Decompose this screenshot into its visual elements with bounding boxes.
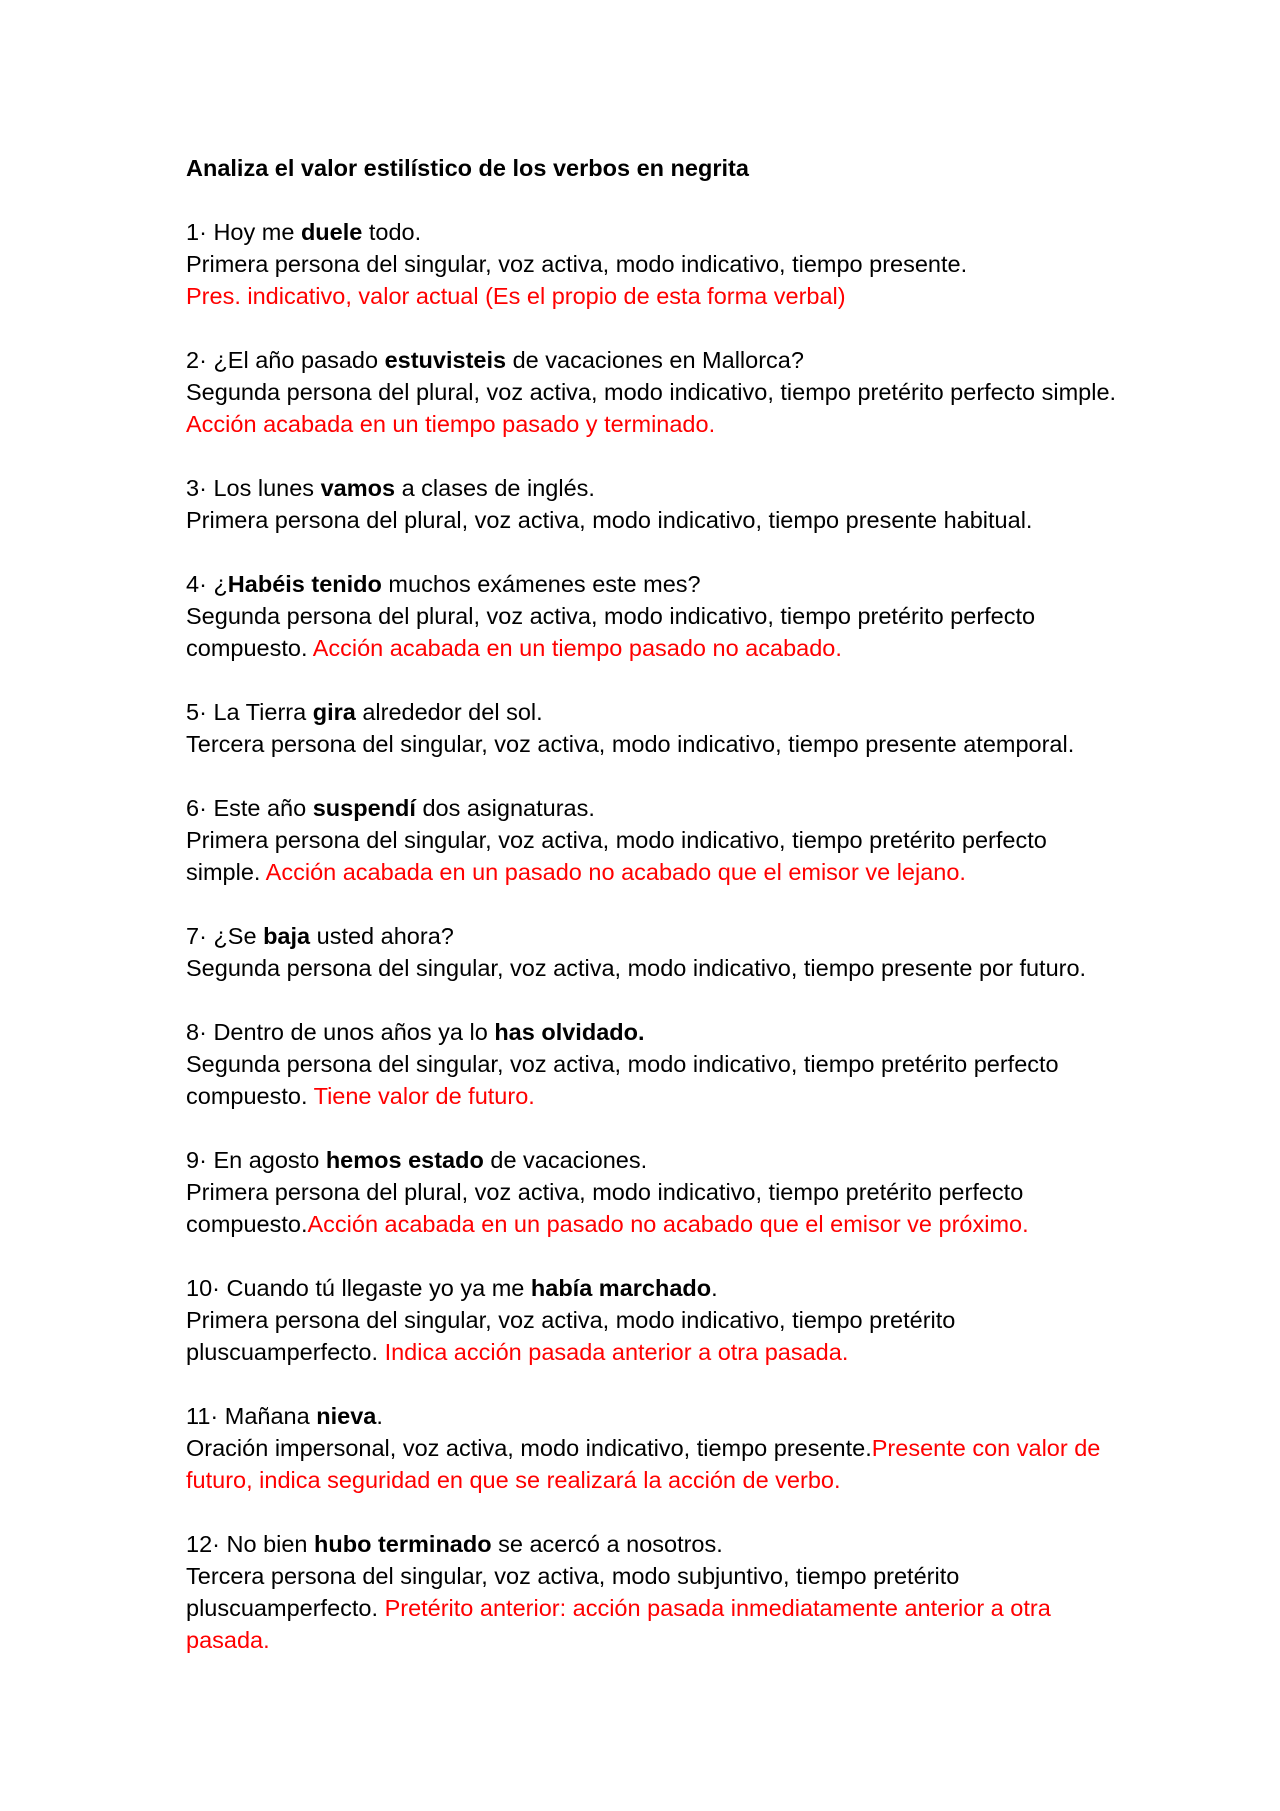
sentence-before-verb: En agosto (213, 1147, 320, 1173)
exercise-item (186, 1272, 1126, 1368)
analysis-text: Primera persona del plural, voz activa, modo indicativo, tiempo pretérito perfecto compuesto. (186, 1179, 1024, 1237)
red-comment: Pres. indicativo, valor actual (Es el propio de esta forma verbal) (186, 283, 846, 309)
analysis-text: Tercera persona del singular, voz activa, modo indicativo, tiempo presente atemporal. (186, 731, 1075, 757)
red-comment: Tiene valor de futuro. (313, 1083, 535, 1109)
analysis-text: Oración impersonal, voz activa, modo indicativo, tiempo presente. (186, 1435, 872, 1461)
exercise-item (186, 920, 1126, 984)
bold-verb: gira (312, 699, 356, 725)
exercise-number: 4· (186, 571, 207, 597)
sentence-before-verb: Los lunes (213, 475, 315, 501)
sentence-before-verb: Dentro de unos años ya lo (213, 1019, 488, 1045)
red-comment: Indica acción pasada anterior a otra pasada. (384, 1339, 849, 1365)
exercise-number: 3· (186, 475, 207, 501)
red-comment: Pretérito anterior: acción pasada inmediatamente anterior a otra pasada. (186, 1595, 1051, 1653)
exercise-number: 6· (186, 795, 207, 821)
bold-verb: duele (300, 219, 363, 245)
exercise-item (186, 1016, 1126, 1112)
sentence-before-verb: Este año (213, 795, 307, 821)
bold-verb: suspendí (312, 795, 416, 821)
analysis-text: Primera persona del plural, voz activa, modo indicativo, tiempo presente habitual. (186, 507, 1033, 533)
exercise-item (186, 1144, 1126, 1240)
sentence-after-verb: a clases de inglés. (401, 475, 595, 501)
exercise-sentence (186, 1272, 1126, 1304)
analysis-text: Segunda persona del singular, voz activa, modo indicativo, tiempo pretérito perfecto compuesto. (186, 1051, 1059, 1109)
exercise-sentence (186, 1144, 1126, 1176)
exercise-analysis (186, 1560, 1126, 1656)
red-comment: Acción acabada en un tiempo pasado no acabado. (312, 635, 842, 661)
exercise-item (186, 472, 1126, 536)
exercise-analysis (186, 248, 1126, 280)
bold-verb: baja (263, 923, 311, 949)
exercise-sentence (186, 696, 1126, 728)
sentence-after-verb: de vacaciones en Mallorca? (512, 347, 804, 373)
sentence-after-verb: . (376, 1403, 383, 1429)
exercise-item (186, 792, 1126, 888)
exercise-number: 2· (186, 347, 207, 373)
analysis-text: Segunda persona del singular, voz activa, modo indicativo, tiempo presente por futuro. (186, 955, 1087, 981)
exercise-number: 8· (186, 1019, 207, 1045)
sentence-after-verb: muchos exámenes este mes? (388, 571, 701, 597)
analysis-text: Primera persona del singular, voz activa, modo indicativo, tiempo pretérito perfecto simple. (186, 827, 1047, 885)
exercise-analysis (186, 1176, 1126, 1240)
analysis-text: Segunda persona del plural, voz activa, modo indicativo, tiempo pretérito perfecto compuesto. (186, 603, 1036, 661)
red-comment: Acción acabada en un pasado no acabado que el emisor ve lejano. (265, 859, 966, 885)
exercise-number: 9· (186, 1147, 207, 1173)
red-comment: Presente con valor de futuro, indica seguridad en que se realizará la acción de verbo. (186, 1435, 1101, 1493)
analysis-text: Primera persona del singular, voz activa, modo indicativo, tiempo pretérito pluscuamperfecto. (186, 1307, 956, 1365)
sentence-after-verb: se acercó a nosotros. (498, 1531, 723, 1557)
sentence-before-verb: ¿ (213, 571, 228, 597)
bold-verb: vamos (320, 475, 396, 501)
sentence-after-verb: alrededor del sol. (362, 699, 543, 725)
exercise-item (186, 1528, 1126, 1656)
exercise-analysis (186, 728, 1126, 760)
exercise-sentence (186, 1528, 1126, 1560)
sentence-before-verb: No bien (226, 1531, 308, 1557)
exercise-analysis (186, 600, 1126, 664)
red-comment: Acción acabada en un pasado no acabado que el emisor ve próximo. (307, 1211, 1029, 1237)
sentence-before-verb: La Tierra (213, 699, 307, 725)
bold-verb: has olvidado. (494, 1019, 645, 1045)
exercise-item (186, 568, 1126, 664)
exercise-sentence (186, 472, 1126, 504)
sentence-before-verb: ¿Se (213, 923, 257, 949)
exercise-sentence (186, 1400, 1126, 1432)
exercise-analysis (186, 1304, 1126, 1368)
exercise-item (186, 696, 1126, 760)
exercise-list (186, 216, 1126, 1656)
sentence-before-verb: Hoy me (213, 219, 295, 245)
exercise-sentence (186, 568, 1126, 600)
exercise-item (186, 216, 1126, 312)
exercise-number: 12· (186, 1531, 220, 1557)
bold-verb: hubo terminado (314, 1531, 492, 1557)
exercise-sentence (186, 792, 1126, 824)
exercise-number: 11· (186, 1403, 219, 1429)
sentence-after-verb: . (711, 1275, 718, 1301)
exercise-analysis (186, 376, 1126, 440)
exercise-analysis (186, 952, 1126, 984)
sentence-after-verb: usted ahora? (316, 923, 454, 949)
exercise-analysis (186, 504, 1126, 536)
exercise-analysis (186, 1432, 1126, 1496)
exercise-analysis (186, 1048, 1126, 1112)
exercise-item (186, 344, 1126, 440)
sentence-before-verb: Cuando tú llegaste yo ya me (226, 1275, 525, 1301)
exercise-sentence (186, 1016, 1126, 1048)
exercise-number: 7· (186, 923, 207, 949)
sentence-after-verb: de vacaciones. (490, 1147, 648, 1173)
sentence-after-verb: todo. (368, 219, 422, 245)
bold-verb: Habéis tenido (227, 571, 382, 597)
exercise-number: 5· (186, 699, 207, 725)
document-title: Analiza el valor estilístico de los verbos en negrita (186, 155, 749, 181)
bold-verb: hemos estado (325, 1147, 484, 1173)
bold-verb: había marchado (530, 1275, 712, 1301)
analysis-text: Segunda persona del plural, voz activa, modo indicativo, tiempo pretérito perfecto simple. (186, 379, 1117, 405)
exercise-analysis (186, 824, 1126, 888)
document-page (186, 152, 1126, 1688)
bold-verb: estuvisteis (384, 347, 507, 373)
exercise-sentence (186, 344, 1126, 376)
exercise-number: 10· (186, 1275, 220, 1301)
sentence-before-verb: Mañana (224, 1403, 310, 1429)
exercise-item (186, 1400, 1126, 1496)
sentence-after-verb: dos asignaturas. (422, 795, 595, 821)
analysis-text: Tercera persona del singular, voz activa, modo subjuntivo, tiempo pretérito pluscuamperfecto. (186, 1563, 960, 1621)
comment-line (186, 280, 1126, 312)
red-comment: Acción acabada en un tiempo pasado y terminado. (186, 411, 716, 437)
sentence-before-verb: ¿El año pasado (213, 347, 379, 373)
bold-verb: nieva (316, 1403, 377, 1429)
analysis-text: Primera persona del singular, voz activa, modo indicativo, tiempo presente. (186, 251, 968, 277)
exercise-sentence (186, 216, 1126, 248)
exercise-sentence (186, 920, 1126, 952)
exercise-number: 1· (186, 219, 207, 245)
